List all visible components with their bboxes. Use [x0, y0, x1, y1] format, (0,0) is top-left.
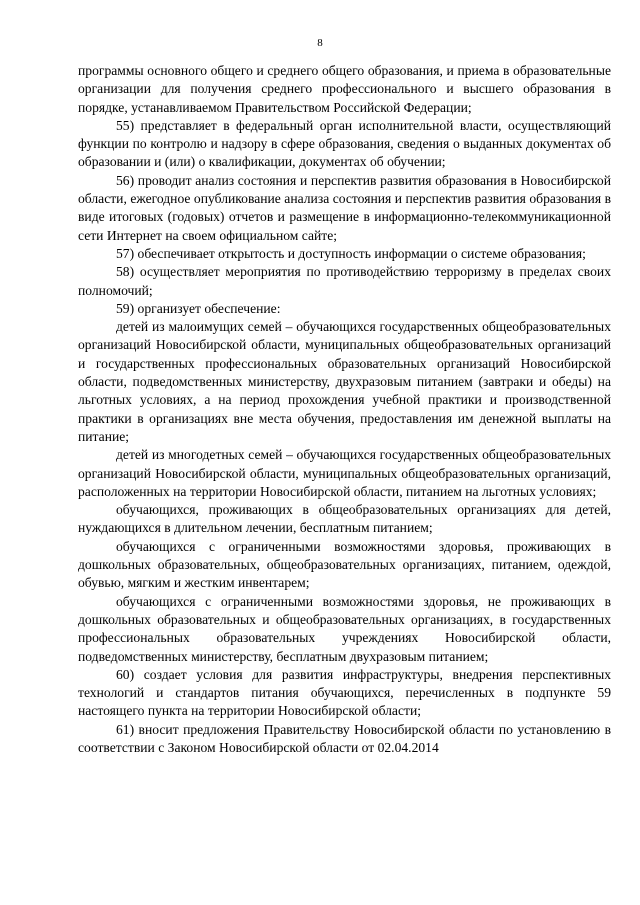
paragraph-continuation: программы основного общего и среднего общего образования, и приема в образовательные организации для получения среднего профессионального и высшего образования в порядке, устанавливаемом Правительством Российской Федерации; — [78, 63, 611, 115]
paragraph-item-59-disabilities-nonresiding: обучающихся с ограниченными возможностями здоровья, не проживающих в дошкольных образовательных и общеобразовательных организациях, в государственных профессиональных образовательных учреждениях Новосибирской области, подведомственных министерству, бесплатным двухразовым питанием; — [78, 593, 611, 664]
paragraph-item-56: 56) проводит анализ состояния и перспектив развития образования в Новосибирской области, ежегодное опубликование анализа состояния и перспектив развития образования в виде итоговых (годовых) отчетов и размещение в информационно-телекоммуникационной сети Интернет на своем официальном сайте; — [78, 172, 611, 243]
paragraph-item-55: 55) представляет в федеральный орган исполнительной власти, осуществляющий функции по контролю и надзору в сфере образования, сведения о выданных документах об образовании и (или) о квалификации, документах об обучении; — [78, 117, 611, 170]
paragraph-item-58: 58) осуществляет мероприятия по противодействию терроризму в пределах своих полномочий; — [78, 264, 611, 298]
page-number: 8 — [317, 37, 323, 49]
paragraph-item-59: 59) организует обеспечение: — [116, 300, 281, 316]
paragraph-item-57: 57) обеспечивает открытость и доступность информации о системе образования; — [116, 245, 586, 261]
paragraph-item-59-large-families: детей из многодетных семей – обучающихся государственных общеобразовательных организаций Новосибирской области, муниципальных общеобразовательных организаций, расположенных на территории Новосибирской области, питанием на льготных условиях; — [78, 447, 611, 499]
paragraph-item-59-disabilities-residing: обучающихся с ограниченными возможностями здоровья, проживающих в дошкольных образовательных, общеобразовательных организациях, питанием, одеждой, обувью, мягким и жестким инвентарем; — [78, 538, 611, 591]
paragraph-item-59-low-income: детей из малоимущих семей – обучающихся государственных общеобразовательных организаций Новосибирской области, муниципальных общеобразовательных организаций и государственных профессиональных образовательных организаций Новосибирской области, подведомственных министерству, двухразовым питанием (завтраки и обеды) на льготных условиях, а на период прохождения учебной практики и производственной практики в организациях вне места обучения, предоставления им денежной выплаты на питание; — [78, 319, 611, 444]
paragraph-item-61: 61) вносит предложения Правительству Новосибирской области по установлению в соответствии с Законом Новосибирской области от 02.04.2014 — [78, 721, 611, 755]
paragraph-item-60: 60) создает условия для развития инфраструктуры, внедрения перспективных технологий и стандартов питания обучающихся, перечисленных в подпункте 59 настоящего пункта на территории Новосибирской области; — [78, 666, 611, 719]
document-body — [78, 62, 611, 757]
paragraph-item-59-long-treatment: обучающихся, проживающих в общеобразовательных организациях для детей, нуждающихся в длительном лечении, бесплатным питанием; — [78, 502, 611, 536]
